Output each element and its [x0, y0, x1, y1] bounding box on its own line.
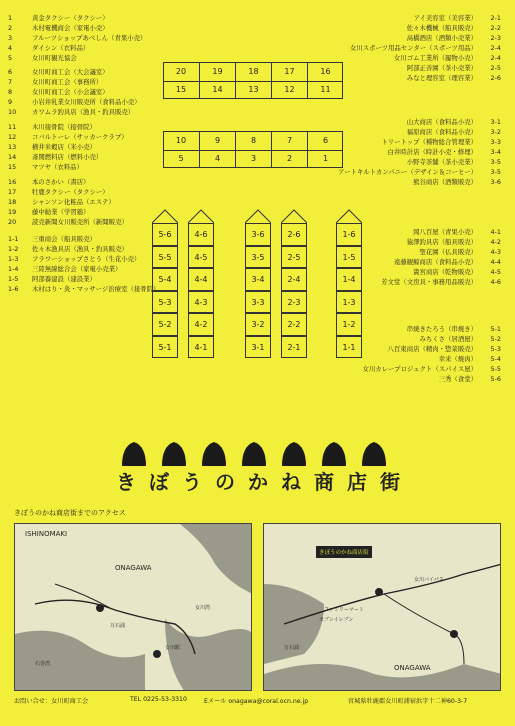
right-list-name: 白井時計店（時計小売・修理）: [387, 148, 477, 156]
left-list-item: [8, 198, 115, 206]
left-list-num: 19: [8, 208, 17, 216]
left-list-num: 9: [8, 98, 13, 106]
left-list-num: 18: [8, 198, 17, 206]
right-list-item: [381, 138, 501, 146]
left-list-item: [8, 235, 96, 243]
right-list-item: [407, 158, 501, 166]
right-list-item: [419, 335, 501, 343]
left-list-name: 女川町商工会（大会議室）: [32, 68, 109, 76]
shop-cell-3-5: 3-5: [245, 246, 271, 269]
shop-box-16: 16: [307, 63, 343, 81]
right-list-name: みなと理容室（理容業）: [406, 74, 477, 82]
shop-cell-2-2: 2-2: [281, 313, 307, 336]
label-mangoku: 万石浦: [110, 623, 126, 629]
left-list-num: 4: [8, 44, 13, 52]
right-list-name: 女川スポーツ用品センター（スポーツ用品）: [349, 44, 477, 52]
left-list-item: [8, 275, 96, 283]
left-list-item: [8, 163, 83, 171]
right-list-code: 5-4: [490, 355, 501, 363]
label-ishinomaki: ISHINOMAKI: [25, 530, 68, 538]
shop-box-11: 11: [307, 81, 343, 99]
footer-tel: TEL 0225-53-3310: [130, 696, 187, 703]
bell-icons: [112, 438, 402, 468]
left-list-name: 木村電機商会（家電小売）: [32, 24, 109, 32]
right-list-item: [388, 345, 501, 353]
left-list-num: 16: [8, 178, 17, 186]
left-list-name: 木村はり・灸・マッサージ治療室（接骨院）: [32, 285, 160, 293]
logo-kibou-no-kane: [112, 438, 413, 498]
map-right: [263, 523, 501, 691]
left-list-name: 小岩井乳業女川販売所（食料品小売）: [32, 98, 141, 106]
right-list-name: 山大商店（食料品小売）: [406, 118, 477, 126]
label-onagawa-station: 女川駅: [165, 645, 181, 651]
shop-cell-2-6: 2-6: [281, 223, 307, 246]
left-list-item: [8, 68, 109, 76]
left-list-num: 17: [8, 188, 17, 196]
left-list-name: 女川町観光協会: [32, 54, 77, 62]
left-list-item: [8, 123, 96, 131]
left-list-name: 三陸無線総合会（家電小売業）: [32, 265, 122, 273]
left-list-item: [8, 245, 128, 253]
label-onagawa: ONAGAWA: [115, 564, 152, 572]
shop-cell-3-1: 3-1: [245, 336, 271, 359]
shop-tower-tower4: [188, 209, 214, 359]
right-list-item: [413, 268, 501, 276]
right-list-item: [407, 64, 501, 72]
left-list-name: 阿部養建設（建設業）: [32, 275, 96, 283]
right-list-name: 女川カレープロジェクト（スパイス屋）: [362, 365, 477, 373]
right-list-name: 熊谷商店（酒類販売）: [413, 178, 477, 186]
label-mangoku-right: 万石浦: [284, 645, 300, 651]
right-list-item: [407, 34, 501, 42]
left-list-name: 牡鹿タクシー（タクシー）: [32, 188, 109, 196]
right-list-code: 2-4: [490, 54, 501, 62]
shop-box-10: 10: [175, 136, 187, 145]
left-list-item: [8, 133, 128, 141]
left-list-num: 20: [8, 218, 17, 226]
right-list-code: 4-6: [490, 278, 501, 286]
shop-cell-5-1: 5-1: [152, 336, 178, 359]
shop-box-4: 4: [199, 150, 235, 168]
left-list-item: [8, 24, 109, 32]
right-list-code: 4-1: [490, 228, 501, 236]
map-left: [14, 523, 252, 691]
left-list-name: 木川接骨院（接骨院）: [32, 123, 96, 131]
right-list-code: 2-5: [490, 64, 501, 72]
tower-roof: [281, 209, 307, 223]
shop-cell-4-1: 4-1: [188, 336, 214, 359]
right-list-item: [407, 128, 501, 136]
right-list-name: 猿澤釣具店（船具販売）: [406, 238, 477, 246]
left-list-name: 女川町商工会（事務所）: [32, 78, 103, 86]
right-list-name: 串焼きたろう（串焼き）: [406, 325, 477, 333]
right-list-name: 簀宮商店（乾物販売）: [413, 268, 477, 276]
tower-roof: [336, 209, 362, 223]
shop-cell-1-1: 1-1: [336, 336, 362, 359]
label-onagawa-right: ONAGAWA: [394, 664, 431, 672]
left-list-num: 14: [8, 153, 17, 161]
right-list-code: 2-2: [490, 24, 501, 32]
left-list-item: [8, 54, 77, 62]
right-list-code: 3-1: [490, 118, 501, 126]
left-list-num: 15: [8, 163, 17, 171]
left-list-name: 斎関燃料店（燃料小売）: [32, 153, 103, 161]
shop-cell-2-4: 2-4: [281, 268, 307, 291]
shop-box-12: 12: [271, 81, 307, 99]
label-family: ファミリーマート: [324, 607, 364, 613]
right-list-item: [407, 325, 501, 333]
left-list-num: 13: [8, 143, 17, 151]
shop-cell-4-6: 4-6: [188, 223, 214, 246]
left-list-num: 12: [8, 133, 17, 141]
shop-box-18: 18: [235, 63, 271, 81]
right-list-name: 阿部正善園（茶小売業）: [406, 64, 477, 72]
left-list-name: 横井米穀店（米小売）: [32, 143, 96, 151]
left-list-item: [8, 44, 89, 52]
right-list-name: 佐々木機械（船具販売）: [406, 24, 477, 32]
right-list-item: [407, 24, 501, 32]
left-list-item: [8, 255, 140, 263]
left-list-num: 3: [8, 34, 13, 42]
right-list-code: 3-4: [490, 148, 501, 156]
right-list-code: 5-3: [490, 345, 501, 353]
shop-box-9: 9: [199, 132, 235, 150]
footer-contact: お問い合せ：女川町商工会: [14, 698, 89, 705]
tower-roof: [152, 209, 178, 223]
left-list-item: [8, 265, 121, 273]
shop-box-6: 6: [307, 132, 343, 150]
right-list-name: 小野寺茶舗（茶小売業）: [406, 158, 477, 166]
map-left-drawing: [15, 524, 252, 691]
right-list-name: アートキルトカンパニー（デザイン＆コーヒー）: [338, 168, 477, 176]
shop-cell-5-6: 5-6: [152, 223, 178, 246]
left-list-item: [8, 218, 128, 226]
right-list-code: 2-1: [490, 14, 501, 22]
left-list-item: [8, 88, 109, 96]
shop-cell-1-4: 1-4: [336, 268, 362, 291]
shop-cell-5-2: 5-2: [152, 313, 178, 336]
left-list-name: 本のさかい（書店）: [32, 178, 90, 186]
right-list-item: [414, 14, 501, 22]
shop-box-7: 7: [271, 132, 307, 150]
left-list-num: 1-1: [8, 235, 19, 243]
left-list-name: コバルトーレ（サッカークラブ）: [32, 133, 128, 141]
shop-cell-1-5: 1-5: [336, 246, 362, 269]
right-list-item: [407, 74, 501, 82]
right-list-code: 5-5: [490, 365, 501, 373]
shop-cell-5-4: 5-4: [152, 268, 178, 291]
left-list-name: 読売新聞女川販売所（新聞販売）: [32, 218, 128, 226]
label-onagawa-bay: 女川湾: [195, 605, 211, 611]
shop-cell-2-5: 2-5: [281, 246, 307, 269]
shop-tower-tower3: [245, 209, 271, 359]
left-list-name: 藤中勧業（学習塾）: [32, 208, 90, 216]
left-list-name: 三重商会（船具販売）: [32, 235, 96, 243]
right-list-code: 5-1: [490, 325, 501, 333]
left-list-item: [8, 78, 102, 86]
label-seven: セブンイレブン: [319, 617, 354, 623]
shop-cell-3-6: 3-6: [245, 223, 271, 246]
shop-cell-1-3: 1-3: [336, 291, 362, 314]
right-list-name: 幸来（焼肉）: [438, 355, 477, 363]
right-list-code: 5-6: [490, 375, 501, 383]
shop-box-2: 2: [271, 150, 307, 168]
right-list-item: [413, 178, 501, 186]
left-list-item: [8, 143, 96, 151]
shop-box-19: 19: [199, 63, 235, 81]
shop-cell-4-4: 4-4: [188, 268, 214, 291]
left-list-name: 女川町商工会（小会議室）: [32, 88, 109, 96]
left-list-num: 2: [8, 24, 13, 32]
left-list-name: フラワーショップさとう（生花小売）: [32, 255, 141, 263]
left-list-num: 1-3: [8, 255, 19, 263]
right-list-code: 5-2: [490, 335, 501, 343]
shop-cell-4-2: 4-2: [188, 313, 214, 336]
left-list-name: カワムラ釣具店（漁具・釣具販売）: [32, 108, 135, 116]
shop-cell-3-2: 3-2: [245, 313, 271, 336]
left-list-item: [8, 14, 109, 22]
shop-box-3: 3: [235, 150, 271, 168]
tower-roof: [188, 209, 214, 223]
map-right-drawing: [264, 524, 501, 691]
shop-cell-3-4: 3-4: [245, 268, 271, 291]
left-list-name: 黄金タクシー（タクシー）: [32, 14, 109, 22]
footer-address: 宮城県牡鹿郡女川町浦宿浜字十二神60-3-7: [348, 698, 468, 705]
left-list-num: 1-5: [8, 275, 19, 283]
left-list-item: [8, 285, 159, 293]
shop-tower-tower2: [281, 209, 307, 359]
left-list-item: [8, 108, 134, 116]
right-list-code: 4-5: [490, 268, 501, 276]
left-list-item: [8, 98, 141, 106]
shop-cell-5-3: 5-3: [152, 291, 178, 314]
shop-cell-4-5: 4-5: [188, 246, 214, 269]
right-list-name: みちくさ（居酒屋）: [419, 335, 477, 343]
left-list-name: ダイシン（衣料品）: [32, 44, 90, 52]
shop-box-17: 17: [271, 63, 307, 81]
right-list-code: 3-6: [490, 178, 501, 186]
shop-box-20: 20: [175, 67, 187, 76]
left-list-item: [8, 178, 90, 186]
right-list-name: 遠藤観鯨商店（食料品小売）: [393, 258, 477, 266]
label-bypass: 女川バイパス: [414, 577, 444, 583]
shop-cell-5-5: 5-5: [152, 246, 178, 269]
left-list-num: 1: [8, 14, 13, 22]
right-list-item: [439, 355, 501, 363]
access-heading: きぼうのかね商店街までのアクセス: [14, 509, 126, 517]
shop-box-5: 5: [178, 154, 184, 163]
store-label: きぼうのかね商店街: [316, 546, 372, 558]
shop-box-15: 15: [175, 85, 187, 94]
shop-cell-1-6: 1-6: [336, 223, 362, 246]
shop-tower-tower5: [152, 209, 178, 359]
right-list-name: 高橋酒店（酒類小売業）: [406, 34, 477, 42]
right-list-name: 福原商店（食料品小売）: [406, 128, 477, 136]
right-list-code: 3-2: [490, 128, 501, 136]
right-list-item: [419, 248, 501, 256]
logo-text: きぼうのかね商店街: [116, 470, 413, 494]
shop-cell-2-1: 2-1: [281, 336, 307, 359]
right-list-name: 八百東商店（精肉・惣菜販売）: [387, 345, 477, 353]
left-list-item: [8, 208, 90, 216]
left-list-num: 6: [8, 68, 13, 76]
left-list-num: 8: [8, 88, 13, 96]
right-list-code: 3-5: [490, 158, 501, 166]
left-list-item: [8, 188, 109, 196]
footer-email: Eメール onagawa@coral.ocn.ne.jp: [204, 698, 309, 705]
label-ishimaki-bay: 石巻湾: [35, 661, 51, 667]
left-list-num: 1-4: [8, 265, 19, 273]
right-list-name: 芳文堂（文房具・事務用品販売）: [381, 278, 477, 286]
right-list-item: [407, 238, 501, 246]
left-list-item: [8, 34, 146, 42]
shop-cell-1-2: 1-2: [336, 313, 362, 336]
left-list-num: 7: [8, 78, 13, 86]
right-list-item: [362, 365, 501, 373]
right-list-code: 2-6: [490, 74, 501, 82]
left-list-item: [8, 153, 102, 161]
right-list-name: 三秀（食堂）: [438, 375, 477, 383]
left-list-name: シャンソン化粧品（エステ）: [32, 198, 115, 206]
left-list-name: マツヤ（衣料品）: [32, 163, 83, 171]
right-list-item: [381, 278, 501, 286]
right-list-item: [394, 54, 501, 62]
shop-box-1: 1: [307, 150, 343, 168]
right-list-code: 4-2: [490, 238, 501, 246]
left-list-num: 11: [8, 123, 17, 131]
right-list-code: 2-3: [490, 34, 501, 42]
right-list-name: 岡八百屋（青果小売）: [413, 228, 477, 236]
right-list-code: 2-4: [490, 44, 501, 52]
right-list-item: [439, 375, 501, 383]
left-list-name: フルーツショップあべしん（青果小売）: [32, 34, 147, 42]
left-list-num: 1-6: [8, 285, 19, 293]
right-list-item: [388, 148, 501, 156]
shop-cell-4-3: 4-3: [188, 291, 214, 314]
right-list-code: 4-3: [490, 248, 501, 256]
right-list-item: [407, 118, 501, 126]
shop-box-14: 14: [199, 81, 235, 99]
right-list-item: [338, 168, 501, 176]
right-list-name: 女川ゴム工業所（履物小売）: [393, 54, 477, 62]
shop-box-8: 8: [235, 132, 271, 150]
left-list-name: 佐々木漁具店（漁具・釣具販売）: [32, 245, 128, 253]
shop-cell-3-3: 3-3: [245, 291, 271, 314]
right-list-code: 3-3: [490, 138, 501, 146]
right-list-name: トリートップ（種物総合管理業）: [381, 138, 477, 146]
left-list-num: 10: [8, 108, 17, 116]
right-list-name: 聖花園（仏具販売）: [419, 248, 477, 256]
right-list-code: 4-4: [490, 258, 501, 266]
shop-box-13: 13: [235, 81, 271, 99]
tower-roof: [245, 209, 271, 223]
right-list-item: [350, 44, 501, 52]
right-list-item: [413, 228, 501, 236]
shop-tower-tower1: [336, 209, 362, 359]
left-list-num: 1-2: [8, 245, 19, 253]
shop-cell-2-3: 2-3: [281, 291, 307, 314]
right-list-code: 3-5: [490, 168, 501, 176]
right-list-item: [394, 258, 501, 266]
right-list-name: アイ美容室（美容業）: [413, 14, 477, 22]
left-list-num: 5: [8, 54, 13, 62]
